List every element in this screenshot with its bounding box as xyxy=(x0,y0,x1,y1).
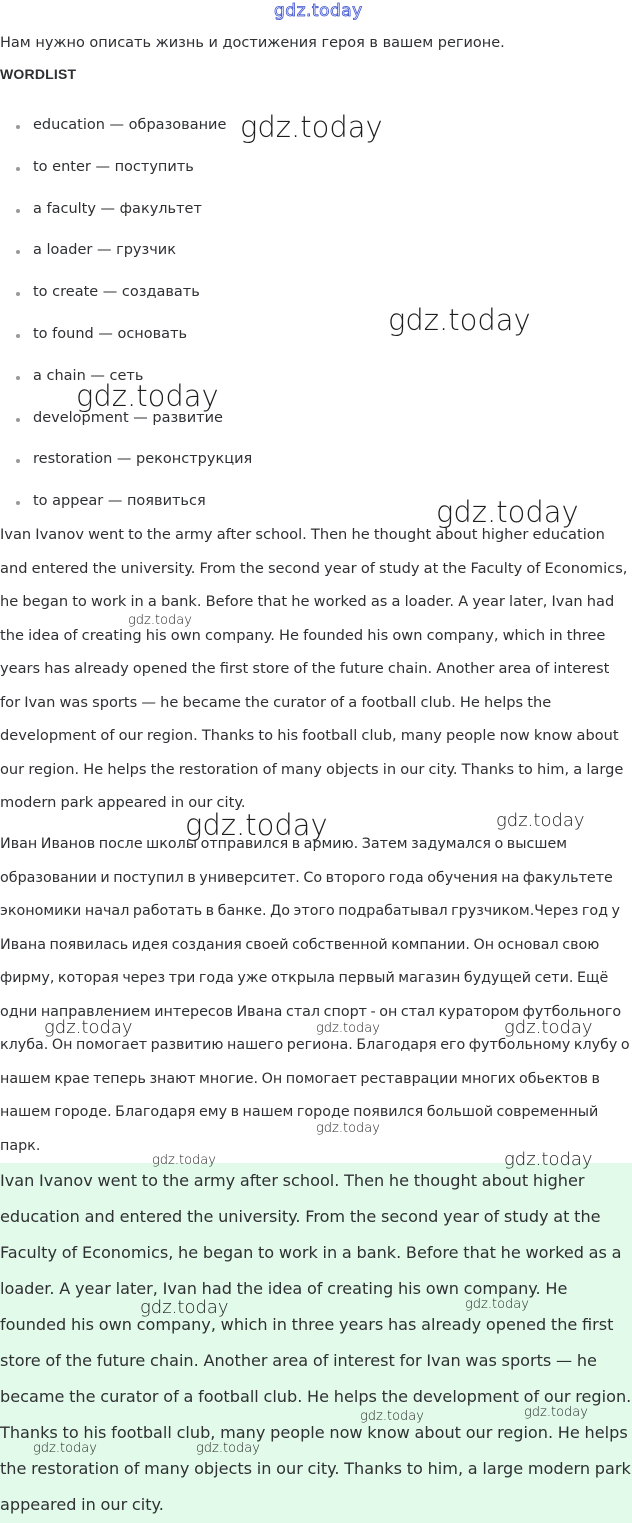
wordlist-item: a loader — грузчик xyxy=(0,230,252,272)
wordlist-item: to create — создавать xyxy=(0,272,252,314)
watermark: gdz.today xyxy=(33,1441,97,1456)
wordlist-item: to found — основать xyxy=(0,314,252,356)
wordlist-heading: WORDLIST xyxy=(0,66,77,82)
watermark: gdz.today xyxy=(152,1153,216,1168)
wordlist-item: a chain — сеть xyxy=(0,356,252,398)
watermark: gdz.today xyxy=(504,1149,593,1170)
wordlist-item: to appear — появиться xyxy=(0,481,252,523)
wordlist-item: restoration — реконструкция xyxy=(0,439,252,481)
watermark: gdz.today xyxy=(316,1021,380,1036)
site-logo[interactable]: gdz.today xyxy=(274,1,363,21)
watermark: gdz.today xyxy=(436,495,579,529)
watermark: gdz.today xyxy=(128,613,192,628)
watermark: gdz.today xyxy=(524,1405,588,1420)
watermark: gdz.today xyxy=(44,1017,133,1038)
highlighted-answer-text: Ivan Ivanov went to the army after school. Then he thought about higher education and entered the university. From the second year of study at the Faculty of Economics, he began to work in a bank. Before that he worked as a loader. A year later, Ivan had the idea of creating his own company. He founded his own company, which in three years has already opened the first store of the future chain. Another area of interest for Ivan was sports — he became the curator of a football club. He helps the development of our region. Thanks to his football club, many people now know about our region. He helps the restoration of many objects in our city. Thanks to him, a large modern park appeared in our city. xyxy=(0,1171,632,1514)
watermark: gdz.today xyxy=(140,1297,229,1318)
watermark: gdz.today xyxy=(504,1017,593,1038)
answer-text-english: Ivan Ivanov went to the army after school. Then he thought about higher education and entered the university. From the second year of study at the Faculty of Economics, he began to work in a bank. Before that he worked as a loader. A year later, Ivan had the idea of creating his own company. He founded his own company, which in three years has already opened the first store of the future chain. Another area of interest for Ivan was sports — he became the curator of a football club. He helps the development of our region. Thanks to his football club, many people now know about our region. He helps the restoration of many objects in our city. Thanks to him, a large modern park appeared in our city. xyxy=(0,526,628,811)
watermark: gdz.today xyxy=(196,1441,260,1456)
watermark: gdz.today xyxy=(240,110,383,144)
watermark: gdz.today xyxy=(465,1297,529,1312)
wordlist-item: a faculty — факультет xyxy=(0,189,252,231)
watermark: gdz.today xyxy=(185,808,328,842)
task-intro: Нам нужно описать жизнь и достижения героя в вашем регионе. xyxy=(0,35,505,51)
wordlist xyxy=(0,105,252,523)
watermark: gdz.today xyxy=(388,303,531,337)
watermark: gdz.today xyxy=(496,810,585,831)
wordlist-item: development — развитие xyxy=(0,398,252,440)
wordlist-item: to enter — поступить xyxy=(0,147,252,189)
answer-text-russian: Иван Иванов после школы отправился в армию. Затем задумался о высшем образовании и поступил в университет. Со второго года обучения на факультете экономики начал работать в банке. До этого подрабатывал грузчиком.Через год у Ивана появилась идея создания своей собственной компании. Он основал свою фирму, которая через три года уже открыла первый магазин будущей сети. Ещё одни направлением интересов Ивана стал спорт - он стал куратором футбольного клуба. Он помогает развитию нашего региона. Благодаря его футбольному клубу о нашем крае теперь знают многие. Он помогает реставрации многих обьектов в нашем городе. Благодаря ему в нашем городе появился большой современный парк. xyxy=(0,836,630,1154)
watermark: gdz.today xyxy=(360,1409,424,1424)
wordlist-item: education — образование xyxy=(0,105,252,147)
watermark: gdz.today xyxy=(76,379,219,413)
watermark: gdz.today xyxy=(316,1121,380,1136)
